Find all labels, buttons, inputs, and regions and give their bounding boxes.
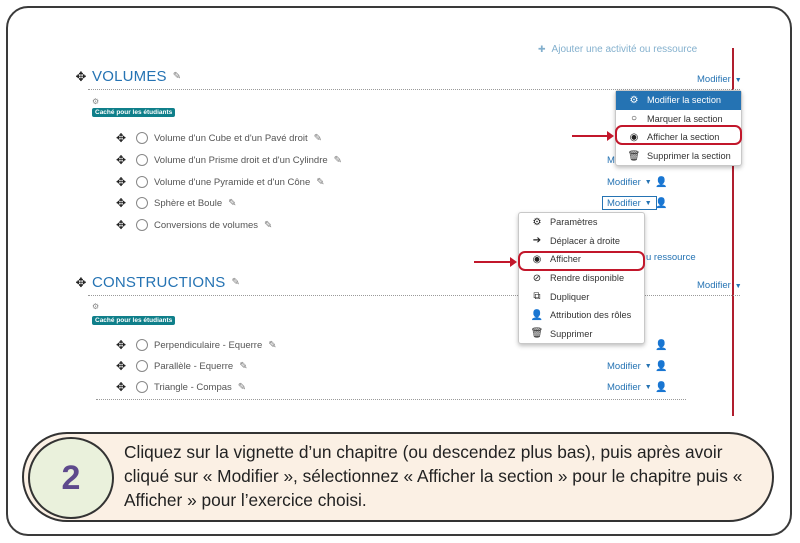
activity-name[interactable]: Parallèle - Equerre [154,360,234,372]
caret-down-icon: ▼ [644,199,652,207]
activity-icon [136,360,148,372]
trash-icon: 🗑 [627,150,641,162]
activity-name[interactable]: Volume d'un Prisme droit et d'un Cylindre [154,154,328,166]
activity-icon [136,197,148,209]
pencil-icon[interactable]: ✎ [237,381,247,393]
move-icon[interactable]: ✥ [115,131,127,145]
pencil-icon[interactable]: ✎ [316,176,325,188]
user-icon[interactable]: 👤 [655,381,668,393]
list-divider [96,399,686,400]
menu-item-supprimer[interactable]: 🗑 Supprimer [530,328,593,340]
section-modifier-button[interactable]: Modifier ▼ [697,74,742,85]
menu-item-marquer-section[interactable]: ○ Marquer la section [616,110,741,129]
menu-item-deplacer-droite[interactable]: ➔ Déplacer à droite [519,232,644,251]
move-icon[interactable]: ✥ [115,175,127,189]
user-icon[interactable]: 👤 [655,176,668,188]
add-activity-link-cut[interactable]: ✚ Ajouter une activité ou ressource [538,44,698,55]
caret-down-icon: ▼ [644,362,652,370]
activity-icon [136,132,148,144]
pencil-icon[interactable]: ✎ [172,71,182,82]
pencil-icon[interactable]: ✎ [333,154,343,166]
eye-icon: ◉ [629,131,639,143]
menu-item-supprimer-section[interactable]: 🗑 Supprimer la section [627,150,731,162]
hidden-badge: Caché pour les étudiants [92,316,175,325]
section-header-constructions [72,274,240,291]
activity-row [112,195,672,211]
menu-item-afficher[interactable]: ◉ Afficher [519,250,644,269]
move-icon[interactable]: ✥ [115,338,127,352]
activity-name[interactable]: Perpendiculaire - Equerre [154,339,263,351]
arrow-afficher-section [572,135,608,137]
activity-name[interactable]: Triangle - Compas [154,381,232,393]
activity-row [112,130,672,146]
user-icon[interactable]: 👤 [655,339,668,351]
circle-icon: ○ [630,113,638,125]
user-icon[interactable]: 👤 [655,360,668,372]
section-header-volumes [72,68,181,85]
highlight-afficher [518,251,645,271]
activity-name[interactable]: Sphère et Boule [154,197,223,209]
hidden-badge: Caché pour les étudiants [92,108,175,117]
activity-icon [136,176,148,188]
pencil-icon[interactable]: ✎ [239,360,248,372]
menu-item-afficher-section[interactable]: ◉ Afficher la section [616,128,741,147]
activity-modifier-button[interactable]: Modifier ▼ [607,381,652,393]
pencil-icon[interactable]: ✎ [268,339,277,351]
move-icon[interactable]: ✥ [75,274,87,290]
activity-modifier-button[interactable]: Modifier ▼ [607,176,652,188]
pencil-icon[interactable]: ✎ [228,197,237,209]
section-title[interactable]: CONSTRUCTIONS [92,274,226,291]
highlight-afficher-section [615,125,742,145]
copy-icon: ⧉ [533,291,541,303]
activity-modifier-cut[interactable]: M [607,154,615,166]
activity-row [112,358,672,374]
caret-down-icon: ▼ [734,77,742,84]
move-icon[interactable]: ✥ [75,68,87,84]
gear-icon: ⚙ [92,302,100,311]
activity-name[interactable]: Conversions de volumes [154,219,259,231]
activity-modifier-button[interactable]: Modifier ▼ [607,360,652,372]
move-icon[interactable]: ✥ [115,359,127,373]
activity-icon [136,381,148,393]
menu-item-modifier-section[interactable]: ⚙ Modifier la section [616,91,741,110]
activity-dropdown-menu [518,212,645,344]
moodle-course-screenshot [60,44,750,416]
menu-item-dupliquer[interactable]: ⧉ Dupliquer [519,287,644,306]
section-title[interactable]: VOLUMES [92,68,167,85]
activity-row [112,152,672,168]
activity-name[interactable]: Volume d'une Pyramide et d'un Cône [154,176,311,188]
caret-down-icon: ▼ [734,283,742,290]
move-icon[interactable]: ✥ [115,380,127,394]
move-icon[interactable]: ✥ [115,153,127,167]
add-resource-link-cut[interactable]: u ressource [646,252,696,263]
activity-name[interactable]: Volume d'un Cube et d'un Pavé droit [154,132,308,144]
pencil-icon[interactable]: ✎ [264,219,273,231]
move-icon[interactable]: ✥ [115,218,127,232]
activity-row [112,379,672,395]
activity-icon [136,219,148,231]
caret-down-icon: ▼ [644,383,652,391]
arrow-right-icon: ➔ [532,235,542,247]
activity-icon [136,339,148,351]
user-icon[interactable]: 👤 [655,197,668,209]
plus-icon: ✚ [538,44,546,54]
gear-icon: ⚙ [532,216,542,228]
section-modifier-button[interactable]: Modifier ▼ [697,280,742,291]
caret-down-icon: ▼ [644,178,652,186]
activity-icon [136,154,148,166]
trash-icon: 🗑 [530,328,544,340]
user-icon: 👤 [530,309,544,321]
activity-modifier-button-active[interactable]: Modifier ▼ [602,196,657,210]
menu-item-parametres[interactable]: ⚙ Paramètres [519,213,644,232]
pencil-icon[interactable]: ✎ [313,132,323,144]
move-icon[interactable]: ✥ [115,196,127,210]
activity-row [112,174,672,190]
instruction-text: Cliquez sur la vignette d’un chapitre (ou descendez plus bas), puis après avoir cliqué sur « Modifier », sélectionnez « Afficher la section » pour le chapitre puis « Afficher » pour l’exercice choisi. [124,442,743,510]
eye-icon: ◉ [532,253,542,265]
step-number-badge: 2 [28,437,114,519]
arrow-afficher [474,261,511,263]
pencil-icon[interactable]: ✎ [231,277,240,288]
gear-icon: ⚙ [92,97,100,106]
menu-item-rendre-disponible[interactable]: ⊘ Rendre disponible [519,269,644,288]
ban-icon: ⊘ [532,272,542,284]
gear-icon: ⚙ [629,94,639,106]
menu-item-attribution-roles[interactable]: 👤 Attribution des rôles [530,309,632,321]
